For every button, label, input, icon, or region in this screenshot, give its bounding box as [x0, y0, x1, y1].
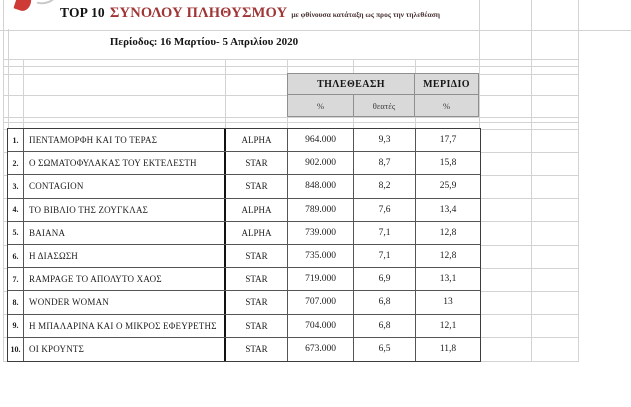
rank-cell: 5. [8, 222, 24, 244]
gridline [3, 66, 578, 67]
subheader-ratings-pct: % [287, 94, 354, 117]
rank-cell: 1. [8, 129, 24, 151]
share-cell: 12,8 [439, 227, 457, 238]
gridline [479, 245, 578, 246]
rating-cell: 8,2 [354, 175, 416, 197]
rating-cell: 7,6 [354, 199, 416, 221]
gridline [479, 152, 578, 153]
title-cell: ΤΟ ΒΙΒΛΙΟ ΤΗΣ ΖΟΥΓΚΛΑΣ [24, 199, 226, 221]
share-cell: 13 [443, 297, 453, 308]
viewers-cell: 848.000 [288, 175, 354, 197]
column-group-share: ΜΕΡΙΔΙΟ [414, 73, 479, 95]
gridline [479, 361, 578, 362]
share-cell: 25,9 [439, 181, 457, 192]
viewers-cell: 707.000 [288, 291, 354, 313]
title-cell: RAMPAGE ΤΟ ΑΠΟΛΥΤΟ ΧΑΟΣ [24, 268, 226, 290]
rating-cell: 7,1 [354, 222, 416, 244]
share-cell: 12,8 [439, 251, 457, 262]
subheader-ratings-viewers: θεατές [353, 94, 415, 117]
rating-cell: 6,9 [354, 268, 416, 290]
gridline [578, 0, 579, 362]
table-row [8, 291, 480, 314]
channel-cell: ALPHA [226, 222, 288, 244]
table-row [8, 338, 480, 361]
gridline [479, 337, 578, 338]
table-row [8, 268, 480, 291]
rank-cell: 6. [8, 245, 24, 267]
title-prefix: TOP 10 [60, 5, 105, 20]
rating-cell: 6,8 [354, 291, 416, 313]
report-title [60, 5, 440, 22]
channel-cell: STAR [226, 315, 288, 337]
channel-cell: ALPHA [226, 129, 288, 151]
title-cell: Ο ΣΩΜΑΤΟΦΥΛΑΚΑΣ ΤΟΥ ΕΚΤΕΛΕΣΤΗ [24, 152, 226, 174]
title-cell: WONDER WOMAN [24, 291, 226, 313]
channel-cell: STAR [226, 291, 288, 313]
gridline [531, 0, 532, 362]
channel-cell: ALPHA [226, 199, 288, 221]
table-row [8, 175, 480, 198]
share-cell: 17,7 [439, 135, 457, 146]
title-note: με φθίνουσα κατάταξη ως προς την τηλεθέαση [291, 10, 441, 19]
title-cell: ΟΙ ΚΡΟΥΝΤΣ [24, 338, 226, 361]
viewers-cell: 735.000 [288, 245, 354, 267]
table-row [8, 199, 480, 222]
rank-cell: 8. [8, 291, 24, 313]
viewers-cell: 704.000 [288, 315, 354, 337]
channel-cell: STAR [226, 152, 288, 174]
gridline [479, 0, 480, 128]
gridline [3, 0, 4, 362]
rating-cell: 7,1 [354, 245, 416, 267]
rating-cell: 9,3 [354, 129, 416, 151]
viewers-cell: 673.000 [288, 338, 354, 361]
column-group-ratings: ΤΗΛΕΘΕΑΣΗ [287, 73, 415, 95]
title-cell: Η ΔΙΑΣΩΣΗ [24, 245, 226, 267]
share-cell: 15,8 [439, 158, 457, 169]
gridline [225, 59, 226, 128]
gridline [3, 122, 578, 123]
gridline [479, 221, 578, 222]
title-cell: ΒΑΙΑΝΑ [24, 222, 226, 244]
channel-cell: STAR [226, 338, 288, 361]
logo-swoosh-icon [32, 0, 57, 6]
table-row [8, 245, 480, 268]
table-row [8, 129, 480, 152]
table-row [8, 222, 480, 245]
channel-cell: STAR [226, 268, 288, 290]
share-cell: 12,1 [439, 320, 457, 331]
top10-table [7, 128, 481, 362]
table-row [8, 152, 480, 175]
channel-cell: STAR [226, 175, 288, 197]
viewers-cell: 902.000 [288, 152, 354, 174]
gridline [479, 198, 578, 199]
rating-cell: 6,8 [354, 315, 416, 337]
rank-cell: 4. [8, 199, 24, 221]
gridline [0, 30, 631, 31]
viewers-cell: 719.000 [288, 268, 354, 290]
rank-cell: 2. [8, 152, 24, 174]
rank-cell: 9. [8, 315, 24, 337]
title-main: ΣΥΝΟΛΟΥ ΠΛΗΘΥΣΜΟΥ [109, 5, 288, 21]
rank-cell: 3. [8, 175, 24, 197]
gridline [479, 291, 578, 292]
title-cell: Η ΜΠΑΛΑΡΙΝΑ ΚΑΙ Ο ΜΙΚΡΟΣ ΕΦΕΥΡΕΤΗΣ [24, 315, 226, 337]
subheader-share-pct: % [414, 94, 479, 117]
gridline [479, 175, 578, 176]
share-cell: 13,4 [439, 204, 457, 215]
channel-cell: STAR [226, 245, 288, 267]
title-cell: CONTAGION [24, 175, 226, 197]
viewers-cell: 789.000 [288, 199, 354, 221]
viewers-cell: 964.000 [288, 129, 354, 151]
gridline [479, 314, 578, 315]
gridline [3, 59, 578, 60]
gridline [479, 268, 578, 269]
share-cell: 11,8 [439, 344, 457, 355]
report-period: Περίοδος: 16 Μαρτίου- 5 Απριλίου 2020 [109, 36, 299, 48]
share-cell: 13,1 [439, 274, 457, 285]
gridline [23, 59, 24, 128]
logo-red-mark-icon [13, 0, 33, 13]
title-cell: ΠΕΝΤΑΜΟΡΦΗ ΚΑΙ ΤΟ ΤΕΡΑΣ [24, 129, 226, 151]
table-row [8, 315, 480, 338]
rating-cell: 8,7 [354, 152, 416, 174]
rank-cell: 7. [8, 268, 24, 290]
rating-cell: 6,5 [354, 338, 416, 361]
viewers-cell: 739.000 [288, 222, 354, 244]
rank-cell: 10. [8, 338, 24, 361]
